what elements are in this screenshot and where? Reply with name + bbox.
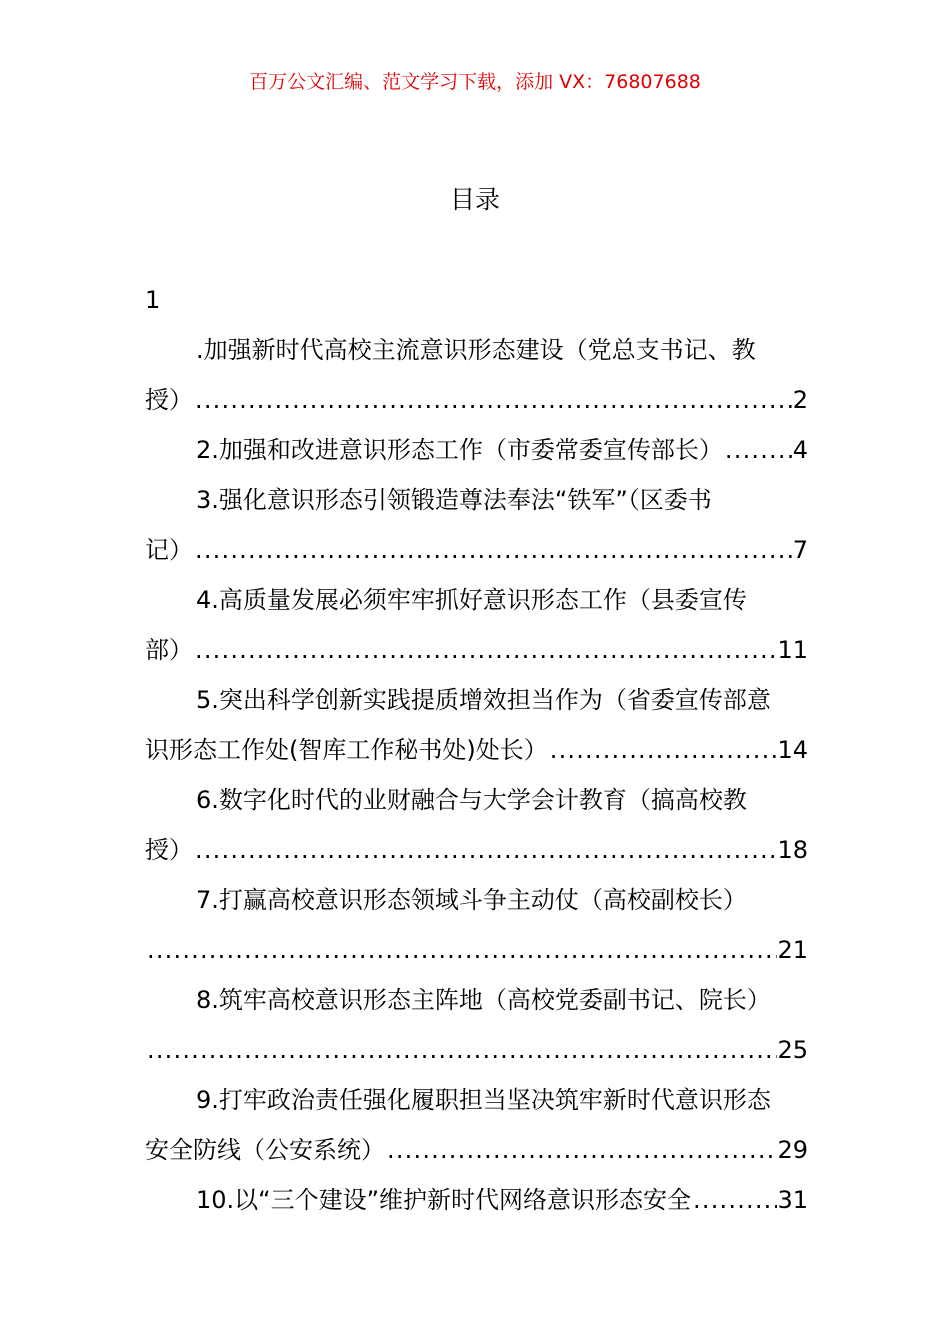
- toc-entry-title: 5.突出科学创新实践提质增效担当作为（省委宣传部意: [196, 686, 771, 714]
- toc-page-number: 18: [777, 836, 808, 864]
- toc-entry[interactable]: [145, 675, 808, 775]
- toc-entry-title: 10.以“三个建设”维护新时代网络意识形态安全: [196, 1186, 692, 1214]
- toc-page-number: 11: [777, 636, 808, 664]
- toc-entry-title-cont: 识形态工作处(智库工作秘书处)处长）: [145, 736, 548, 764]
- toc-entry-title-cont: 授）: [145, 386, 193, 414]
- toc-entry[interactable]: [145, 1075, 808, 1175]
- toc-entry-title: 6.数字化时代的业财融合与大学会计教育（搞高校教: [196, 786, 747, 814]
- dot-leader: [145, 1025, 777, 1075]
- toc-entry-title: 4.高质量发展必须牢牢抓好意识形态工作（县委宣传: [196, 586, 747, 614]
- dot-leader: [145, 925, 777, 975]
- toc-page-number: 2: [792, 386, 808, 414]
- toc-entry[interactable]: [145, 1175, 808, 1225]
- dot-leader: [193, 825, 777, 875]
- toc-entry-title: 7.打赢高校意识形态领域斗争主动仗（高校副校长）: [196, 886, 747, 914]
- toc-entry[interactable]: [145, 475, 808, 575]
- dot-leader: [723, 425, 793, 475]
- dot-leader: [193, 375, 793, 425]
- toc-entry[interactable]: [145, 575, 808, 675]
- toc-page-number: 25: [777, 1036, 808, 1064]
- toc-page-number: 21: [777, 936, 808, 964]
- page-title: 目录: [449, 185, 500, 214]
- dot-leader: [385, 1125, 777, 1175]
- toc-entry-title-cont: 记）: [145, 536, 193, 564]
- toc-entry[interactable]: [145, 875, 808, 975]
- toc-entry-title-cont: 授）: [145, 836, 193, 864]
- header-note: 百万公文汇编、范文学习下载，添加 VX：76807688: [249, 71, 701, 93]
- dot-leader: [193, 625, 777, 675]
- toc-entry-title: .加强新时代高校主流意识形态建设（党总支书记、教: [196, 336, 756, 364]
- dot-leader: [548, 725, 778, 775]
- toc-entry-title-cont: 部）: [145, 636, 193, 664]
- toc-entry-title: 2.加强和改进意识形态工作（市委常委宣传部长）: [196, 436, 723, 464]
- toc-entry[interactable]: [145, 975, 808, 1075]
- toc-page-number: 14: [777, 736, 808, 764]
- toc-entry-title: 9.打牢政治责任强化履职担当坚决筑牢新时代意识形态: [196, 1086, 771, 1114]
- toc-entry[interactable]: [145, 425, 808, 475]
- dot-leader: [193, 525, 793, 575]
- toc-page-number: 29: [777, 1136, 808, 1164]
- toc-entry-title: 8.筑牢高校意识形态主阵地（高校党委副书记、院长）: [196, 986, 771, 1014]
- toc-entry[interactable]: [145, 325, 808, 425]
- toc-page-number: 4: [792, 436, 808, 464]
- dot-leader: [691, 1175, 777, 1225]
- toc-page-number: 7: [792, 536, 808, 564]
- toc-entry[interactable]: [145, 775, 808, 875]
- toc-entry-title-cont: 安全防线（公安系统）: [145, 1136, 385, 1164]
- table-of-contents: [145, 325, 808, 1225]
- toc-entry-title: 3.强化意识形态引领锻造尊法奉法“铁军”（区委书: [196, 486, 712, 514]
- section-number: 1: [145, 286, 161, 314]
- toc-page-number: 31: [777, 1186, 808, 1214]
